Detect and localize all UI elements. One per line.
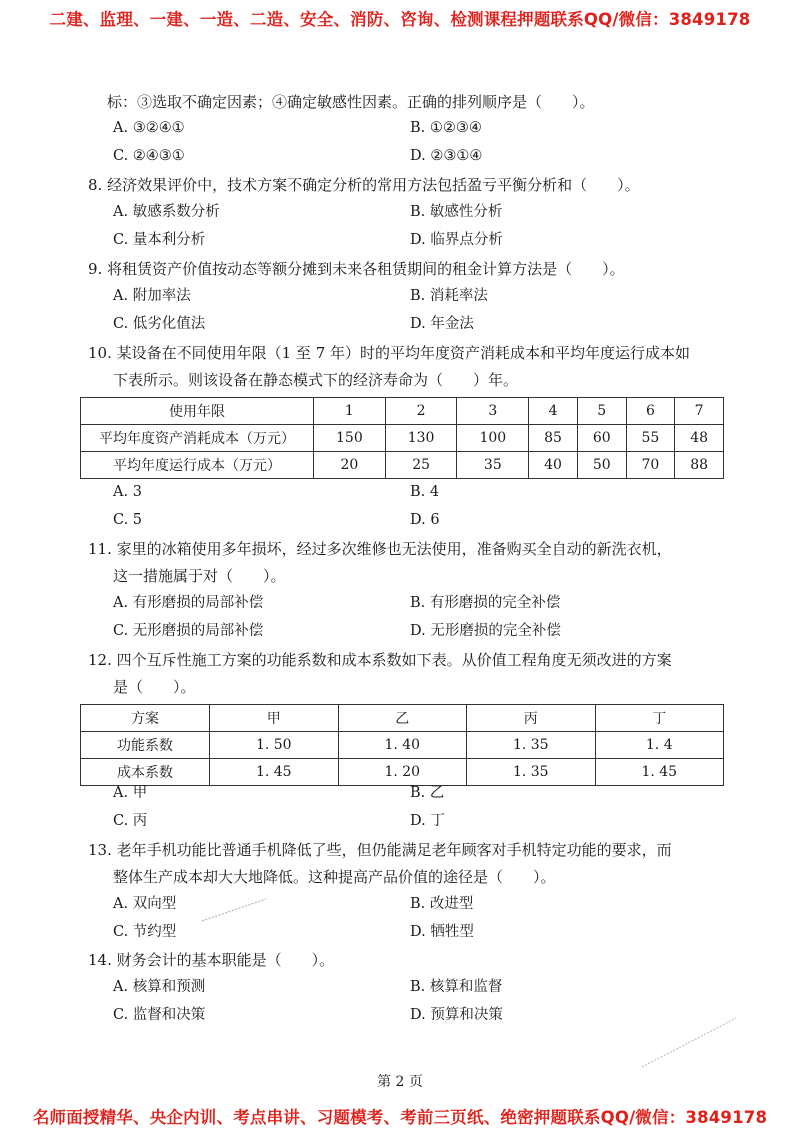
q12-option-c: C. 丙 — [113, 813, 148, 829]
table-cell: 甲 — [210, 705, 339, 732]
table-cell: 25 — [385, 452, 457, 479]
q10-line1: 10. 某设备在不同使用年限（1 至 7 年）时的平均年度资产消耗成本和平均年度运行成本如 — [88, 344, 691, 362]
table-cell: 使用年限 — [81, 398, 314, 425]
q8-text: 8. 经济效果评价中，技术方案不确定分析的常用方法包括盈亏平衡分析和（ ）。 — [88, 176, 640, 194]
q11-option-c: C. 无形磨损的局部补偿 — [113, 623, 264, 639]
q10-line2: 下表所示。则该设备在静态模式下的经济寿命为（ ）年。 — [113, 371, 519, 389]
q8-option-b: B. 敏感性分析 — [410, 204, 503, 220]
q8-option-a: A. 敏感系数分析 — [113, 204, 220, 220]
table-cell: 1. 35 — [467, 732, 596, 759]
table-cell: 48 — [675, 425, 724, 452]
table-cell: 1. 20 — [338, 759, 467, 786]
q7-text: 标：③选取不确定因素；④确定敏感性因素。正确的排列顺序是（ ）。 — [107, 93, 595, 111]
table-cell: 1. 4 — [595, 732, 724, 759]
table-cell: 5 — [577, 398, 626, 425]
q14-text: 14. 财务会计的基本职能是（ ）。 — [88, 951, 335, 969]
q7-option-c: C. ②④③① — [113, 148, 185, 164]
table-cell: 1. 45 — [595, 759, 724, 786]
q14-option-a: A. 核算和预测 — [113, 979, 206, 995]
table-cell: 1. 40 — [338, 732, 467, 759]
q10-option-a: A. 3 — [113, 484, 142, 500]
q11-line1: 11. 家里的冰箱使用多年损坏，经过多次维修也无法使用，准备购买全自动的新洗衣机， — [88, 540, 672, 558]
q14-option-d: D. 预算和决策 — [410, 1007, 503, 1023]
q12-table — [80, 704, 724, 786]
q7-option-a: A. ③②④① — [113, 120, 185, 136]
table-row — [81, 705, 724, 732]
q9-option-d: D. 年金法 — [410, 316, 474, 332]
q11-option-b: B. 有形磨损的完全补偿 — [410, 595, 561, 611]
q11-option-d: D. 无形磨损的完全补偿 — [410, 623, 561, 639]
table-cell: 3 — [457, 398, 529, 425]
q7-option-d: D. ②③①④ — [410, 148, 483, 164]
q13-option-a: A. 双向型 — [113, 896, 177, 912]
table-cell: 130 — [385, 425, 457, 452]
table-row — [81, 452, 724, 479]
table-cell: 1. 45 — [210, 759, 339, 786]
table-cell: 方案 — [81, 705, 210, 732]
table-cell: 4 — [529, 398, 578, 425]
table-cell: 功能系数 — [81, 732, 210, 759]
table-cell: 70 — [626, 452, 675, 479]
q12-line1: 12. 四个互斥性施工方案的功能系数和成本系数如下表。从价值工程角度无须改进的方案 — [88, 651, 672, 669]
table-cell: 60 — [577, 425, 626, 452]
table-row — [81, 732, 724, 759]
table-cell: 7 — [675, 398, 724, 425]
table-cell: 1 — [314, 398, 386, 425]
table-cell: 85 — [529, 425, 578, 452]
q12-option-b: B. 乙 — [410, 785, 445, 801]
table-cell: 平均年度资产消耗成本（万元） — [81, 425, 314, 452]
table-cell: 成本系数 — [81, 759, 210, 786]
table-row — [81, 425, 724, 452]
q12-option-a: A. 甲 — [113, 785, 148, 801]
table-cell: 150 — [314, 425, 386, 452]
table-row — [81, 759, 724, 786]
table-cell: 2 — [385, 398, 457, 425]
table-cell: 20 — [314, 452, 386, 479]
table-cell: 6 — [626, 398, 675, 425]
q10-option-b: B. 4 — [410, 484, 440, 500]
watermark-mark — [640, 1012, 740, 1072]
q13-option-b: B. 改进型 — [410, 896, 474, 912]
q9-option-a: A. 附加率法 — [113, 288, 191, 304]
q8-option-d: D. 临界点分析 — [410, 232, 503, 248]
q13-line1: 13. 老年手机功能比普通手机降低了些，但仍能满足老年顾客对手机特定功能的要求，而 — [88, 841, 672, 859]
q10-option-c: C. 5 — [113, 512, 143, 528]
q9-text: 9. 将租赁资产价值按动态等额分摊到未来各租赁期间的租金计算方法是（ ）。 — [88, 260, 625, 278]
table-cell: 40 — [529, 452, 578, 479]
q12-option-d: D. 丁 — [410, 813, 445, 829]
q10-table — [80, 397, 724, 479]
q14-option-c: C. 监督和决策 — [113, 1007, 206, 1023]
table-cell: 35 — [457, 452, 529, 479]
q12-line2: 是（ ）。 — [113, 678, 196, 696]
table-cell: 1. 50 — [210, 732, 339, 759]
q9-option-c: C. 低劣化值法 — [113, 316, 206, 332]
table-cell: 平均年度运行成本（万元） — [81, 452, 314, 479]
table-cell: 丁 — [595, 705, 724, 732]
table-cell: 50 — [577, 452, 626, 479]
q11-line2: 这一措施属于对（ ）。 — [113, 567, 286, 585]
q8-option-c: C. 量本利分析 — [113, 232, 206, 248]
q7-option-b: B. ①②③④ — [410, 120, 482, 136]
q14-option-b: B. 核算和监督 — [410, 979, 503, 995]
q10-option-d: D. 6 — [410, 512, 440, 528]
table-cell: 88 — [675, 452, 724, 479]
bottom-banner: 名师面授精华、央企内训、考点串讲、习题模考、考前三页纸、绝密押题联系QQ/微信：3849178 — [32, 1108, 768, 1127]
table-cell: 100 — [457, 425, 529, 452]
q11-option-a: A. 有形磨损的局部补偿 — [113, 595, 264, 611]
q13-option-c: C. 节约型 — [113, 924, 177, 940]
q13-option-d: D. 牺牲型 — [410, 924, 474, 940]
table-cell: 乙 — [338, 705, 467, 732]
top-banner: 二建、监理、一建、一造、二造、安全、消防、咨询、检测课程押题联系QQ/微信：3849178 — [49, 10, 751, 29]
page-number: 第 2 页 — [377, 1074, 423, 1090]
table-cell: 1. 35 — [467, 759, 596, 786]
table-cell: 55 — [626, 425, 675, 452]
table-cell: 丙 — [467, 705, 596, 732]
watermark-mark — [200, 895, 270, 925]
q9-option-b: B. 消耗率法 — [410, 288, 488, 304]
table-row — [81, 398, 724, 425]
q13-line2: 整体生产成本却大大地降低。这种提高产品价值的途径是（ ）。 — [113, 868, 556, 886]
